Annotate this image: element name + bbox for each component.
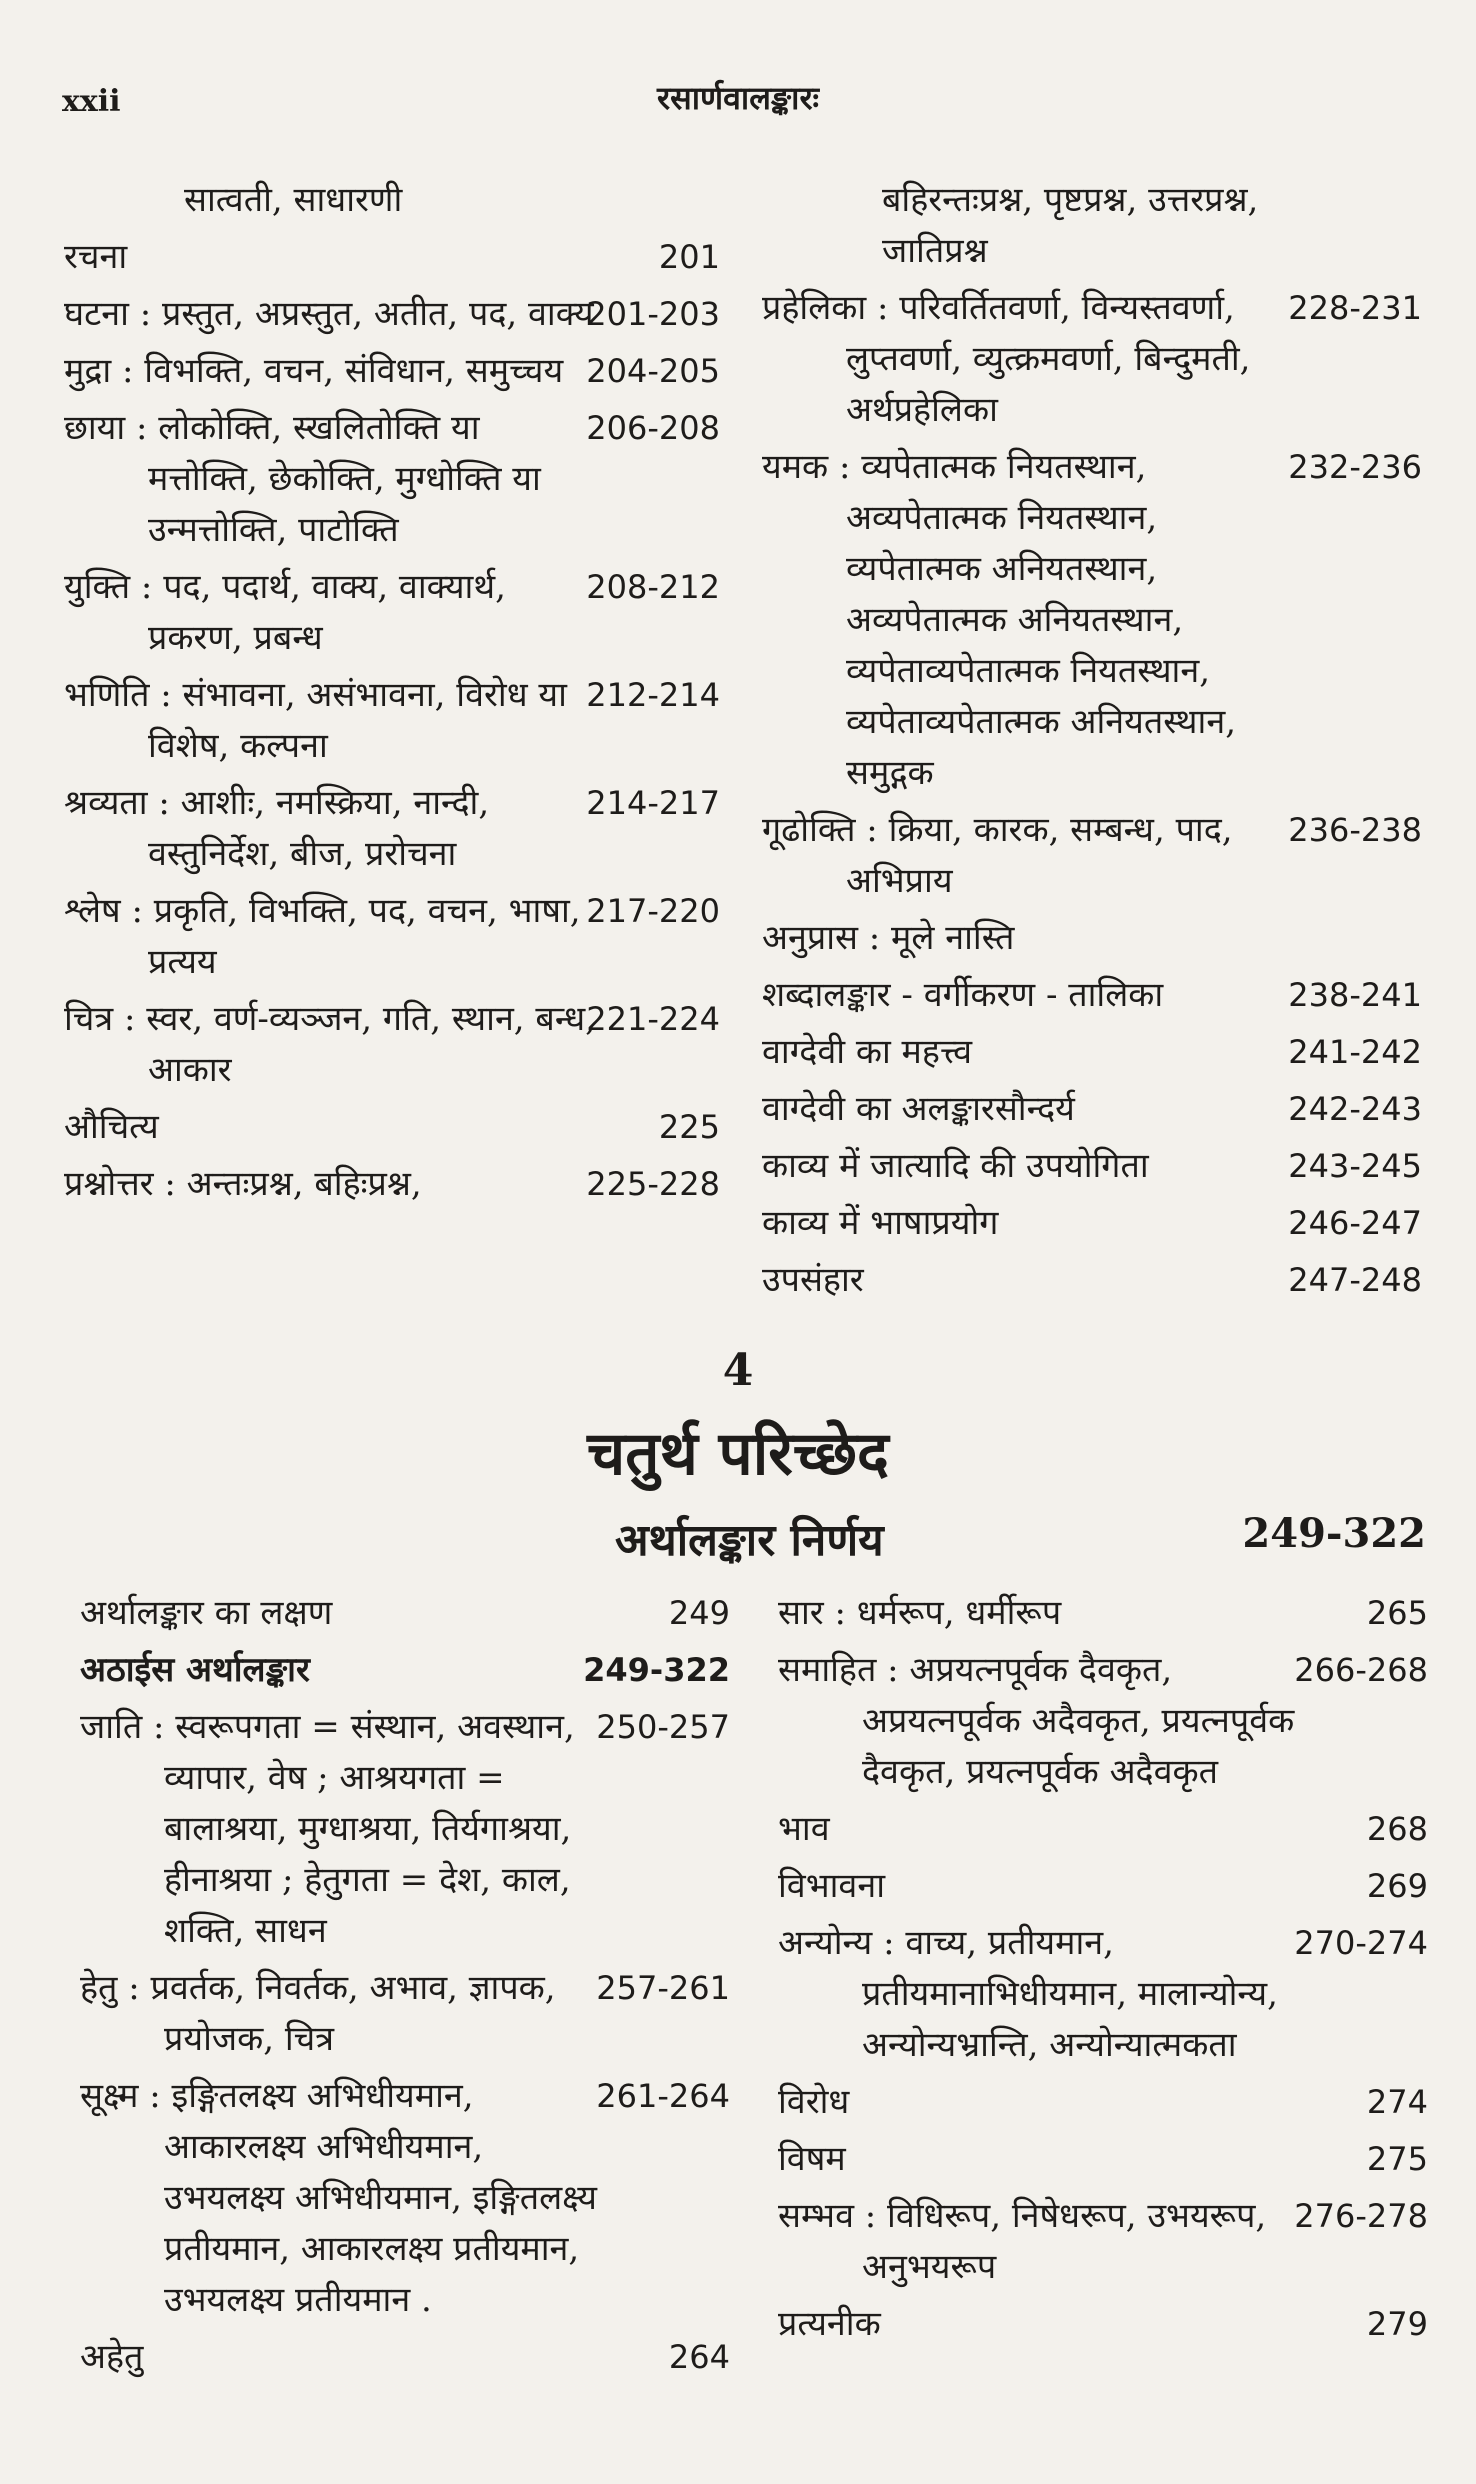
- toc-entry-label: रचना: [64, 237, 128, 277]
- toc-entry: [762, 1198, 1422, 1249]
- toc-entry-page: 268: [1366, 1810, 1428, 1848]
- toc-entry-label: भाव: [778, 1809, 830, 1849]
- toc-entry-label: यमक : व्यपेतात्मक नियतस्थान, अव्यपेतात्मक नियतस्थान, व्यपेतात्मक अनियतस्थान, अव्यपेतात्मक अनियतस्थान, व्यपेताव्यपेतात्मक नियतस्थान, व्यपेताव्यपेतात्मक अनियतस्थान, समुद्गक: [762, 447, 1237, 793]
- page-number: xxii: [62, 84, 121, 119]
- toc-entry-label: अहेतु: [80, 2337, 144, 2377]
- toc-entry-label: सम्भव : विधिरूप, निषेधरूप, उभयरूप, अनुभयरूप: [778, 2196, 1267, 2287]
- toc-entry-label: औचित्य: [64, 1107, 159, 1147]
- toc-entry: [762, 1027, 1422, 1078]
- toc-entry-label: श्रव्यता : आशीः, नमस्क्रिया, नान्दी, वस्तुनिर्देश, बीज, प्ररोचना: [64, 783, 490, 874]
- toc-entry: [80, 1645, 730, 1696]
- toc-entry-page: 225-228: [586, 1165, 720, 1203]
- toc-entry-page: 221-224: [586, 1000, 720, 1038]
- toc-entry: [762, 283, 1422, 436]
- toc-entry-label: प्रश्नोत्तर : अन्तःप्रश्न, बहिःप्रश्न,: [64, 1164, 422, 1204]
- toc-entry-label: सूक्ष्म : इङ्गितलक्ष्य अभिधीयमान, आकारलक्ष्य अभिधीयमान, उभयलक्ष्य अभिधीयमान, इङ्गितलक्ष्य प्रतीयमान, आकारलक्ष्य प्रतीयमान, उभयलक्ष्य प्रतीयमान .: [80, 2076, 598, 2320]
- toc-entry: [64, 778, 720, 880]
- toc-entry-label: छाया : लोकोक्ति, स्खलितोक्ति या मत्तोक्ति, छेकोक्ति, मुग्धोक्ति या उन्मत्तोक्ति, पाटोक्ति: [64, 408, 541, 550]
- toc-entry-page: 206-208: [586, 409, 720, 447]
- toc-entry: [762, 1084, 1422, 1135]
- toc-entry-page: 249-322: [583, 1651, 730, 1689]
- toc-entry-page: 264: [668, 2338, 730, 2376]
- toc-entry-page: 247-248: [1288, 1261, 1422, 1299]
- toc-entry: [80, 1702, 730, 1957]
- toc-entry: [64, 403, 720, 556]
- toc-entry-page: 249: [668, 1594, 730, 1632]
- toc-entry-page: 232-236: [1288, 448, 1422, 486]
- toc-entry-label: गूढोक्ति : क्रिया, कारक, सम्बन्ध, पाद, अभिप्राय: [762, 810, 1233, 901]
- toc-entry: [762, 805, 1422, 907]
- toc-entry: [778, 1804, 1428, 1855]
- toc-entry-label: युक्ति : पद, पदार्थ, वाक्य, वाक्यार्थ, प्रकरण, प्रबन्ध: [64, 567, 506, 658]
- toc-entry: [778, 1861, 1428, 1912]
- toc-entry-page: 279: [1366, 2305, 1428, 2343]
- section-page-range: 249-322: [1242, 1510, 1426, 1557]
- toc-entry-page: 228-231: [1288, 289, 1422, 327]
- toc-entry-page: 225: [658, 1108, 720, 1146]
- toc-top-right-column: [762, 175, 1422, 1312]
- toc-entry-label: चित्र : स्वर, वर्ण-व्यञ्जन, गति, स्थान, बन्ध, आकार: [64, 999, 596, 1090]
- toc-bottom-right-column: [778, 1588, 1428, 2356]
- toc-entry-label: प्रहेलिका : परिवर्तितवर्णा, विन्यस्तवर्णा, लुप्तवर्णा, व्युत्क्रमवर्णा, बिन्दुमती, अर्थप्रहेलिका: [762, 288, 1251, 430]
- toc-entry-page: 238-241: [1288, 976, 1422, 1014]
- chapter-title: चतुर्थ परिच्छेद: [587, 1419, 889, 1489]
- toc-entry-page: 261-264: [596, 2077, 730, 2115]
- toc-entry: [778, 1645, 1428, 1798]
- toc-entry-page: 201: [658, 238, 720, 276]
- toc-entry-page: 246-247: [1288, 1204, 1422, 1242]
- toc-entry-label: सात्वती, साधारणी: [184, 180, 403, 220]
- toc-entry-page: 212-214: [586, 676, 720, 714]
- toc-entry-label: विभावना: [778, 1866, 885, 1906]
- toc-bottom-left-column: [80, 1588, 730, 2389]
- toc-entry-page: 250-257: [596, 1708, 730, 1746]
- toc-entry: [64, 289, 720, 340]
- toc-entry: [64, 670, 720, 772]
- toc-entry: [762, 913, 1422, 964]
- toc-entry: [80, 2071, 730, 2326]
- toc-entry-page: 275: [1366, 2140, 1428, 2178]
- toc-entry: [778, 1588, 1428, 1639]
- section-title: अर्थालङ्कार निर्णय: [615, 1515, 884, 1566]
- toc-entry: [64, 232, 720, 283]
- toc-entry: [80, 2332, 730, 2383]
- toc-entry-label: जाति : स्वरूपगता = संस्थान, अवस्थान, व्यापार, वेष ; आश्रयगता = बालाश्रया, मुग्धाश्रया, तिर्यगाश्रया, हीनाश्रया ; हेतुगता = देश, काल, शक्ति, साधन: [80, 1707, 575, 1951]
- toc-entry: [64, 346, 720, 397]
- toc-entry-page: 236-238: [1288, 811, 1422, 849]
- toc-entry-label: बहिरन्तःप्रश्न, पृष्टप्रश्न, उत्तरप्रश्न, जातिप्रश्न: [882, 180, 1259, 271]
- toc-entry: [778, 1918, 1428, 2071]
- toc-entry-label: वाग्देवी का अलङ्कारसौन्दर्य: [762, 1089, 1075, 1129]
- toc-entry-label: विषम: [778, 2139, 846, 2179]
- toc-entry-label: अर्थालङ्कार का लक्षण: [80, 1593, 333, 1633]
- toc-entry: [762, 1255, 1422, 1306]
- toc-entry: [64, 562, 720, 664]
- toc-entry-label: सार : धर्मरूप, धर्मीरूप: [778, 1593, 1062, 1633]
- toc-entry-label: प्रत्यनीक: [778, 2304, 881, 2344]
- toc-entry-page: 208-212: [586, 568, 720, 606]
- toc-entry-page: 217-220: [586, 892, 720, 930]
- toc-entry-label: भणिति : संभावना, असंभावना, विरोध या विशेष, कल्पना: [64, 675, 567, 766]
- toc-entry-label: काव्य में भाषाप्रयोग: [762, 1203, 999, 1243]
- toc-entry-page: 274: [1366, 2083, 1428, 2121]
- toc-entry-label: शब्दालङ्कार - वर्गीकरण - तालिका: [762, 975, 1164, 1015]
- toc-entry: [64, 1159, 720, 1210]
- toc-entry: [64, 1102, 720, 1153]
- toc-entry: [762, 970, 1422, 1021]
- toc-top-left-column: [64, 175, 720, 1216]
- toc-entry-label: काव्य में जात्यादि की उपयोगिता: [762, 1146, 1149, 1186]
- toc-entry-label: वाग्देवी का महत्त्व: [762, 1032, 972, 1072]
- toc-entry-page: 242-243: [1288, 1090, 1422, 1128]
- toc-entry: [762, 1141, 1422, 1192]
- toc-entry-page: 257-261: [596, 1969, 730, 2007]
- toc-entry-page: 214-217: [586, 784, 720, 822]
- toc-entry-label: श्लेष : प्रकृति, विभक्ति, पद, वचन, भाषा, प्रत्यय: [64, 891, 581, 982]
- toc-entry: [778, 2134, 1428, 2185]
- toc-entry: [64, 175, 720, 226]
- toc-entry: [778, 2191, 1428, 2293]
- toc-entry: [762, 175, 1422, 277]
- toc-entry-label: उपसंहार: [762, 1260, 864, 1300]
- running-title: रसार्णवालङ्कारः: [656, 79, 820, 117]
- toc-entry-page: 243-245: [1288, 1147, 1422, 1185]
- toc-entry-page: 241-242: [1288, 1033, 1422, 1071]
- toc-entry-page: 201-203: [586, 295, 720, 333]
- toc-entry-label: मुद्रा : विभक्ति, वचन, संविधान, समुच्चय: [64, 351, 564, 391]
- toc-entry: [778, 2299, 1428, 2350]
- toc-entry: [80, 1963, 730, 2065]
- toc-entry-page: 204-205: [586, 352, 720, 390]
- toc-entry-label: समाहित : अप्रयत्नपूर्वक दैवकृत, अप्रयत्नपूर्वक अदैवकृत, प्रयत्नपूर्वक दैवकृत, प्रयत्नपूर्वक अदैवकृत: [778, 1650, 1295, 1792]
- toc-entry-label: अन्योन्य : वाच्य, प्रतीयमान, प्रतीयमानाभिधीयमान, मालान्योन्य, अन्योन्यभ्रान्ति, अन्योन्यात्मकता: [778, 1923, 1278, 2065]
- toc-entry-page: 269: [1366, 1867, 1428, 1905]
- toc-entry-label: अठाईस अर्थालङ्कार: [80, 1650, 310, 1690]
- toc-entry-label: हेतु : प्रवर्तक, निवर्तक, अभाव, ज्ञापक, प्रयोजक, चित्र: [80, 1968, 556, 2059]
- toc-entry: [64, 886, 720, 988]
- toc-entry-label: घटना : प्रस्तुत, अप्रस्तुत, अतीत, पद, वाक्य: [64, 294, 594, 334]
- toc-entry-label: विरोध: [778, 2082, 850, 2122]
- toc-entry: [64, 994, 720, 1096]
- toc-entry: [80, 1588, 730, 1639]
- toc-entry-page: 270-274: [1294, 1924, 1428, 1962]
- toc-entry-page: 265: [1366, 1594, 1428, 1632]
- toc-entry-page: 266-268: [1294, 1651, 1428, 1689]
- chapter-number: 4: [722, 1345, 754, 1396]
- toc-entry-page: 276-278: [1294, 2197, 1428, 2235]
- toc-entry: [762, 442, 1422, 799]
- toc-entry-label: अनुप्रास : मूले नास्ति: [762, 918, 1015, 958]
- toc-entry: [778, 2077, 1428, 2128]
